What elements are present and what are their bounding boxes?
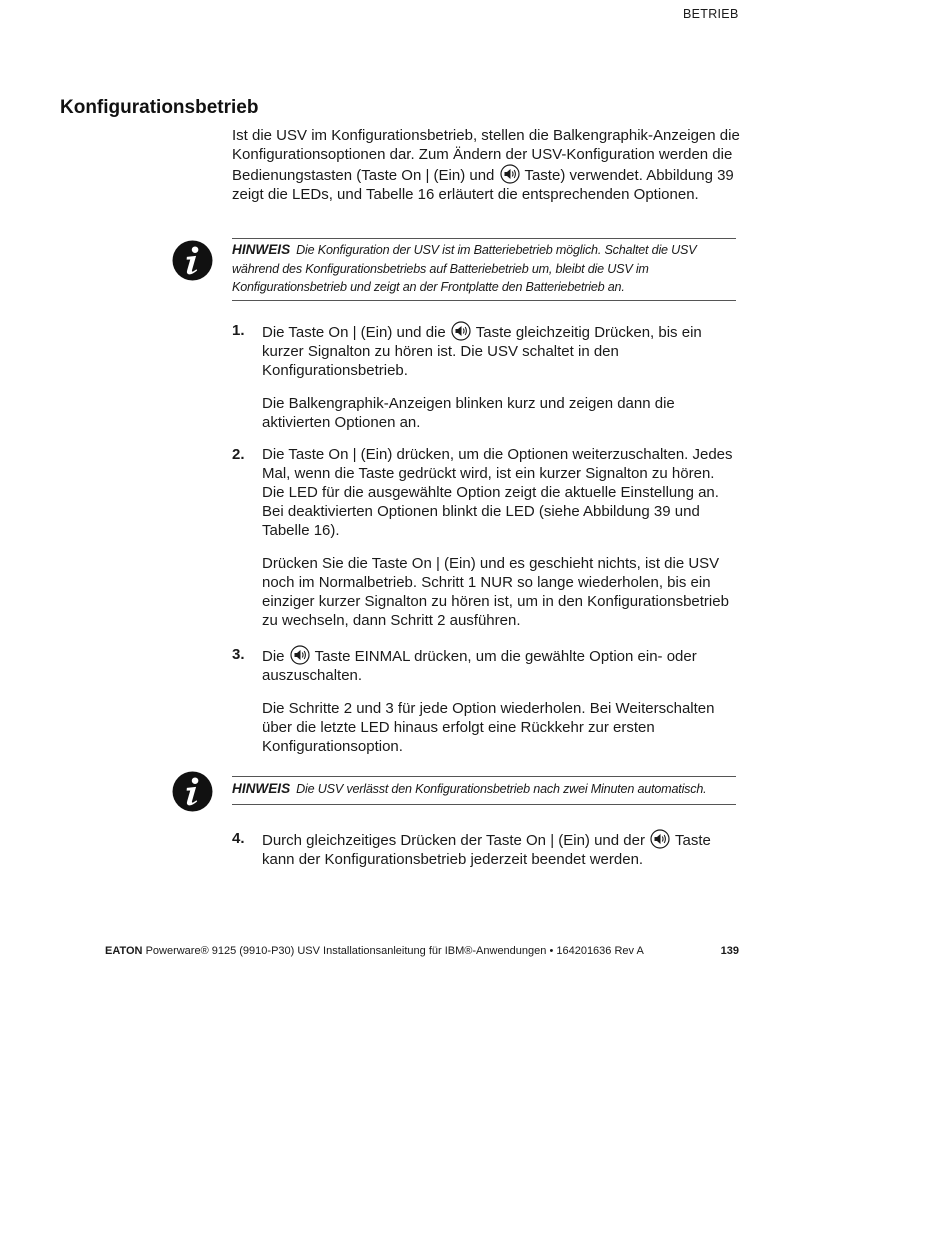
step-paragraph	[262, 321, 736, 380]
step-number: 2.	[232, 446, 245, 463]
running-header: BETRIEB	[683, 7, 739, 21]
intro-text-part1: Ist die USV im Konfigurationsbetrieb, stellen die Balkengraphik-Anzeigen die Konfigurationsoptionen dar. Zum Ändern der USV-Konfiguration werden die Bedienungstasten (Taste On | (Ein) und	[232, 127, 740, 184]
step-paragraph	[262, 829, 736, 869]
step-paragraph: Drücken Sie die Taste On | (Ein) und es geschieht nichts, ist die USV noch im Normalbetrieb. Schritt 1 NUR so lange wiederholen, bis ein einziger kurzer Signalton zu hören ist, um in den Konfigurationsbetrieb zu wechseln, dann Schritt 2 ausführen.	[262, 555, 729, 629]
note-text: Die Konfiguration der USV ist im Batteriebetrieb möglich. Schaltet die USV während des Konfigurationsbetriebs auf Batteriebetrieb um, bleibt die USV im Konfigurationsbetrieb und zeigt an der Frontplatte den Batteriebetrieb an.	[232, 243, 697, 294]
step-item	[232, 445, 736, 630]
info-icon	[172, 240, 213, 281]
step-number: 3.	[232, 646, 245, 663]
note-label: HINWEIS	[232, 781, 291, 796]
step-text: Die Taste On | (Ein) und die	[262, 324, 446, 341]
step-number: 4.	[232, 830, 245, 847]
speaker-button-icon	[451, 321, 471, 341]
intro-text-part2: Taste) verwendet. Abbildung 39 zeigt die LEDs, und Tabelle 16 erläutert die entsprechenden Optionen.	[232, 167, 734, 203]
step-text: Die	[262, 648, 285, 665]
speaker-button-icon	[650, 829, 670, 849]
step-paragraph: Die Balkengraphik-Anzeigen blinken kurz und zeigen dann die aktivierten Optionen an.	[262, 395, 675, 431]
step-item	[232, 321, 736, 432]
footer-brand: EATON	[105, 945, 143, 957]
footer-text: Powerware® 9125 (9910-P30) USV Installationsanleitung für IBM®-Anwendungen • 164201636 Rev A	[145, 945, 644, 957]
intro-paragraph	[232, 126, 742, 204]
speaker-button-icon	[500, 164, 520, 184]
step-paragraph: Die Taste On | (Ein) drücken, um die Optionen weiterzuschalten. Jedes Mal, wenn die Taste gedrückt wird, ist ein kurzer Signalton zu hören. Die LED für die ausgewählte Option zeigt die aktuelle Einstellung an. Bei deaktivierten Optionen blinkt die LED (siehe Abbildung 39 und Tabelle 16).	[262, 446, 733, 539]
note-box	[232, 776, 736, 805]
step-item	[232, 829, 736, 869]
step-text: Durch gleichzeitiges Drücken der Taste On | (Ein) und der	[262, 832, 645, 849]
step-text: Taste gleichzeitig Drücken, bis ein kurzer Signalton zu hören ist. Die USV schaltet in den Konfigurationsbetrieb.	[262, 324, 702, 379]
section-title: Konfigurationsbetrieb	[60, 97, 259, 118]
step-item	[232, 645, 736, 756]
page-number: 139	[720, 945, 739, 957]
note-text: Die USV verlässt den Konfigurationsbetrieb nach zwei Minuten automatisch.	[296, 782, 707, 796]
step-paragraph: Die Schritte 2 und 3 für jede Option wiederholen. Bei Weiterschalten über die letzte LED hinaus erfolgt eine Rückkehr zur ersten Konfigurationsoption.	[262, 700, 715, 755]
note-label: HINWEIS	[232, 242, 291, 257]
info-icon	[172, 771, 213, 812]
step-number: 1.	[232, 322, 245, 339]
speaker-button-icon	[290, 645, 310, 665]
note-box	[232, 238, 736, 301]
page-footer	[105, 945, 739, 957]
step-text: Taste kann der Konfigurationsbetrieb jederzeit beendet werden.	[262, 832, 711, 868]
step-paragraph	[262, 645, 736, 685]
step-text: Taste EINMAL drücken, um die gewählte Option ein- oder auszuschalten.	[262, 648, 697, 684]
